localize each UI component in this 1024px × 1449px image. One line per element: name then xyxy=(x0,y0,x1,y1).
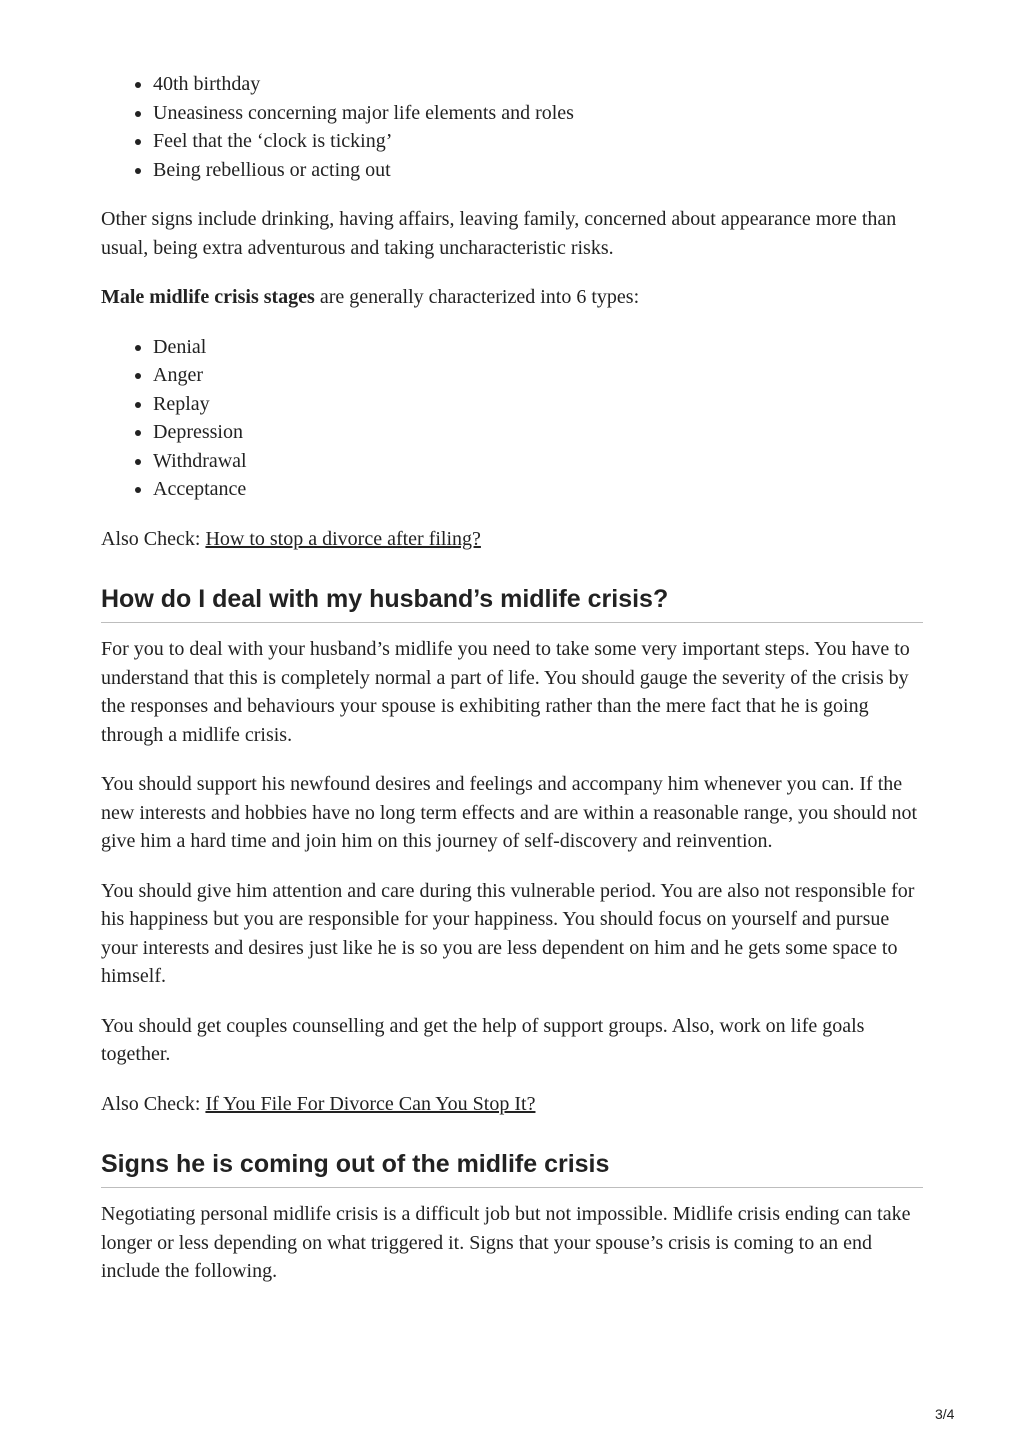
list-item: • Acceptance xyxy=(153,475,923,504)
list-item: • 40th birthday xyxy=(153,70,923,99)
list-item: • Feel that the ‘clock is ticking’ xyxy=(153,127,923,156)
section-heading-deal: How do I deal with my husband’s midlife crisis? xyxy=(101,583,923,623)
list-item: • Replay xyxy=(153,390,923,419)
also-check-label: Also Check: xyxy=(101,1092,206,1115)
body-paragraph: You should give him attention and care during this vulnerable period. You are also not responsible for his happiness but you are responsible for your happiness. You should focus on yourself and pursue your interests and desires just like he is so you are less dependent on him and he gets some space to himself. xyxy=(101,879,915,987)
list-item: • Uneasiness concerning major life elements and roles xyxy=(153,99,923,128)
stop-divorce-link[interactable]: If You File For Divorce Can You Stop It? xyxy=(205,1092,536,1115)
other-signs-paragraph: Other signs include drinking, having affairs, leaving family, concerned about appearance more than usual, being extra adventurous and taking uncharacteristic risks. xyxy=(101,208,897,259)
body-paragraph: You should support his newfound desires and feelings and accompany him whenever you can. If the new interests and hobbies have no long term effects and are within a reasonable range, you should not give him a hard time and join him on this journey of self-discovery and reinvention. xyxy=(101,773,918,852)
body-paragraph: For you to deal with your husband’s midlife you need to take some very important steps. You have to understand that this is completely normal a part of life. You should gauge the severity of the crisis by the responses and behaviours your spouse is exhibiting rather than the mere fact that he is going through a midlife crisis. xyxy=(101,638,910,746)
stages-list xyxy=(101,333,923,504)
also-check-paragraph xyxy=(101,1090,923,1119)
list-item: • Anger xyxy=(153,361,923,390)
section-heading-signs: Signs he is coming out of the midlife crisis xyxy=(101,1148,923,1188)
stages-intro-text: are generally characterized into 6 types: xyxy=(314,286,640,308)
body-paragraph: You should get couples counselling and get the help of support groups. Also, work on life goals together. xyxy=(101,1014,865,1065)
list-item: • Being rebellious or acting out xyxy=(153,156,923,185)
list-item: • Withdrawal xyxy=(153,447,923,476)
page-number: 3/4 xyxy=(935,1406,955,1422)
also-check-label: Also Check: xyxy=(101,527,206,550)
divorce-after-filing-link[interactable]: How to stop a divorce after filing? xyxy=(205,527,481,550)
list-item: • Depression xyxy=(153,418,923,447)
stages-intro-bold: Male midlife crisis stages xyxy=(101,286,315,308)
also-check-paragraph xyxy=(101,525,923,554)
signs-list xyxy=(101,70,923,184)
document-page xyxy=(101,70,923,1307)
body-paragraph: Negotiating personal midlife crisis is a difficult job but not impossible. Midlife crisis ending can take longer or less depending on what triggered it. Signs that your spouse’s crisis is coming to an end include the following. xyxy=(101,1203,911,1282)
stages-intro-paragraph xyxy=(101,283,923,312)
list-item: • Denial xyxy=(153,333,923,362)
